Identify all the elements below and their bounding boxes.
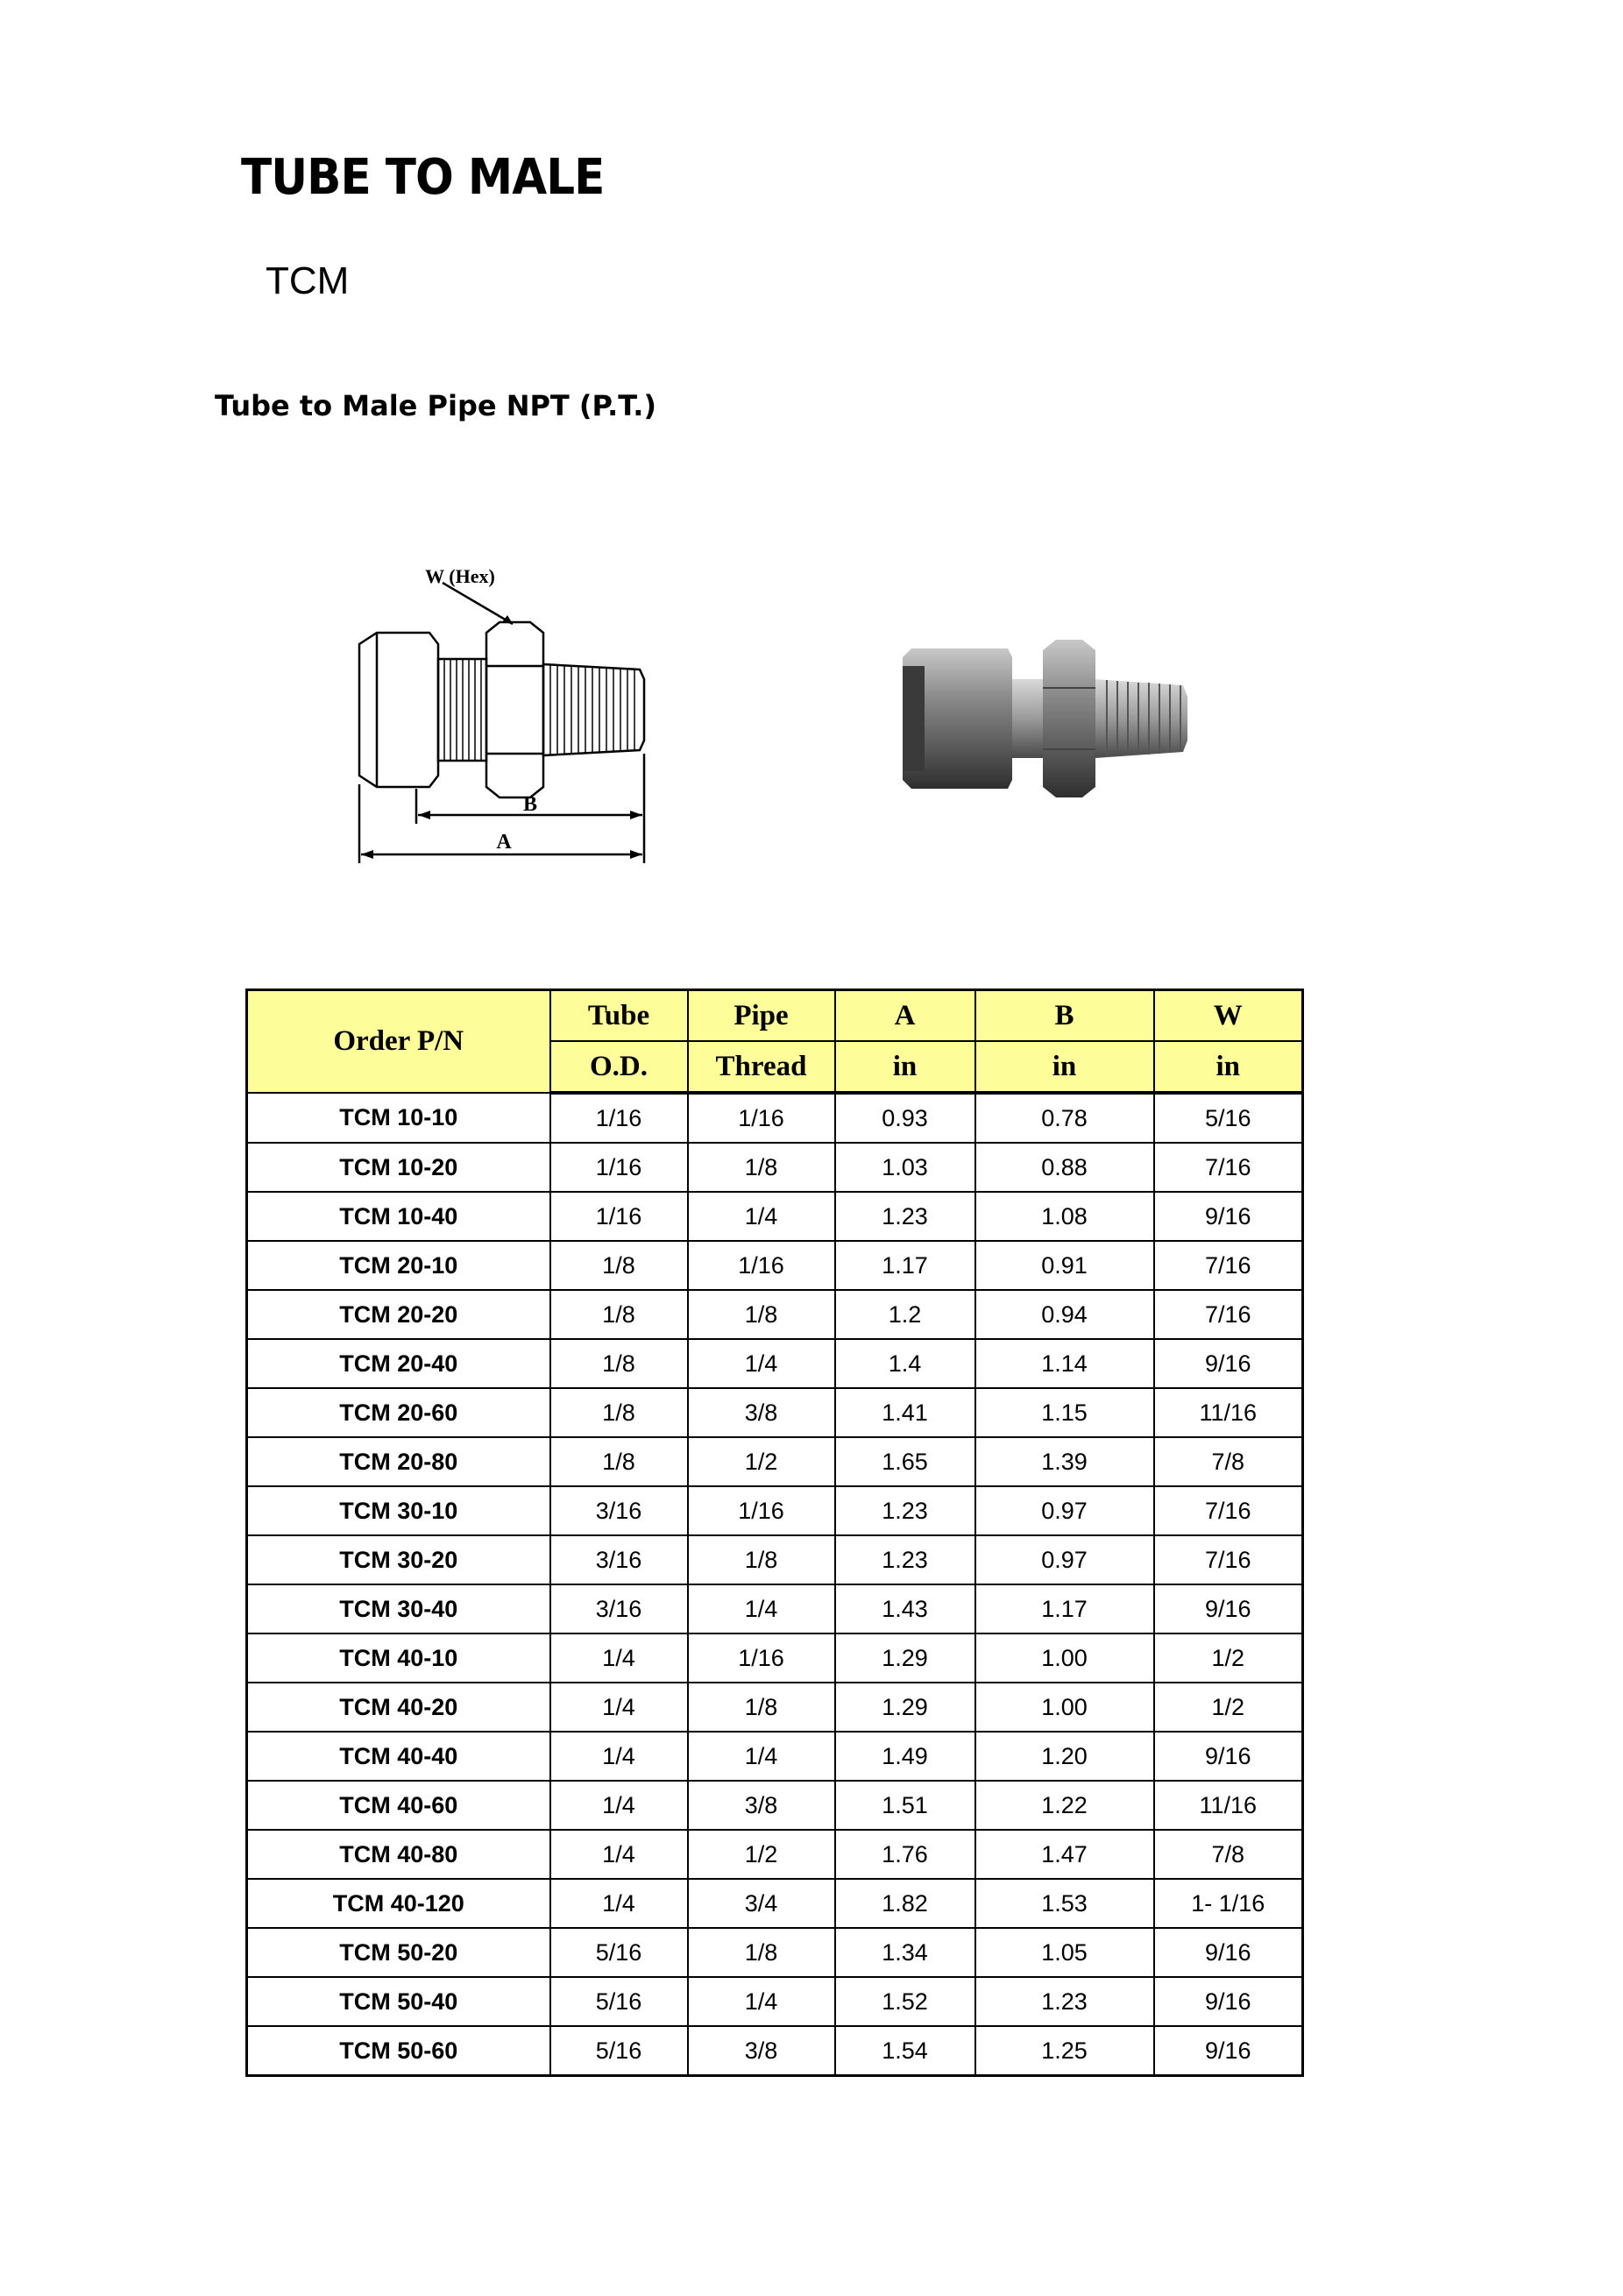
cell-dim-a: 1.49 — [835, 1732, 975, 1781]
cell-order-pn: TCM 50-20 — [247, 1928, 550, 1977]
header-thread: Thread — [688, 1041, 835, 1093]
cell-tube-od: 1/4 — [550, 1633, 688, 1683]
cell-dim-a: 0.93 — [835, 1093, 975, 1143]
fitting-product-photo — [889, 631, 1205, 806]
cell-tube-od: 1/4 — [550, 1781, 688, 1830]
cell-pipe-thread: 1/4 — [688, 1192, 835, 1241]
cell-dim-a: 1.82 — [835, 1879, 975, 1928]
cell-tube-od: 1/8 — [550, 1339, 688, 1388]
cell-pipe-thread: 1/2 — [688, 1437, 835, 1486]
cell-dim-w: 9/16 — [1154, 1928, 1303, 1977]
cell-order-pn: TCM 40-20 — [247, 1683, 550, 1732]
cell-tube-od: 1/4 — [550, 1683, 688, 1732]
cell-dim-b: 1.05 — [975, 1928, 1154, 1977]
header-w: W — [1154, 990, 1303, 1042]
cell-order-pn: TCM 20-10 — [247, 1241, 550, 1290]
cell-tube-od: 1/8 — [550, 1437, 688, 1486]
cell-dim-w: 7/16 — [1154, 1290, 1303, 1339]
header-tube: Tube — [550, 990, 688, 1042]
cell-order-pn: TCM 40-120 — [247, 1879, 550, 1928]
cell-dim-w: 11/16 — [1154, 1388, 1303, 1437]
cell-pipe-thread: 1/2 — [688, 1830, 835, 1879]
cell-dim-w: 7/8 — [1154, 1437, 1303, 1486]
table-row — [247, 1192, 1303, 1241]
cell-pipe-thread: 3/8 — [688, 2026, 835, 2076]
cell-order-pn: TCM 40-80 — [247, 1830, 550, 1879]
cell-pipe-thread: 1/4 — [688, 1584, 835, 1633]
cell-tube-od: 3/16 — [550, 1535, 688, 1584]
cell-order-pn: TCM 30-40 — [247, 1584, 550, 1633]
header-a-unit: in — [835, 1041, 975, 1093]
cell-dim-b: 1.00 — [975, 1633, 1154, 1683]
cell-dim-a: 1.17 — [835, 1241, 975, 1290]
cell-dim-b: 1.20 — [975, 1732, 1154, 1781]
cell-pipe-thread: 3/8 — [688, 1781, 835, 1830]
cell-dim-w: 7/16 — [1154, 1241, 1303, 1290]
hex-label: W (Hex) — [425, 565, 495, 587]
cell-dim-a: 1.03 — [835, 1143, 975, 1192]
cell-dim-w: 9/16 — [1154, 1977, 1303, 2026]
cell-pipe-thread: 1/8 — [688, 1535, 835, 1584]
cell-pipe-thread: 1/16 — [688, 1241, 835, 1290]
header-od: O.D. — [550, 1041, 688, 1093]
cell-pipe-thread: 1/8 — [688, 1143, 835, 1192]
page-title: TUBE TO MALE — [241, 149, 605, 206]
cell-pipe-thread: 1/8 — [688, 1683, 835, 1732]
cell-dim-w: 1/2 — [1154, 1633, 1303, 1683]
table-row — [247, 2026, 1303, 2076]
cell-dim-b: 1.23 — [975, 1977, 1154, 2026]
header-w-unit: in — [1154, 1041, 1303, 1093]
table-row — [247, 1732, 1303, 1781]
cell-dim-a: 1.29 — [835, 1633, 975, 1683]
cell-dim-w: 1- 1/16 — [1154, 1879, 1303, 1928]
table-row — [247, 1830, 1303, 1879]
cell-order-pn: TCM 10-40 — [247, 1192, 550, 1241]
header-pipe: Pipe — [688, 990, 835, 1042]
cell-order-pn: TCM 10-10 — [247, 1093, 550, 1143]
dimension-a-label: A — [496, 831, 512, 854]
cell-dim-w: 9/16 — [1154, 1584, 1303, 1633]
table-row — [247, 1339, 1303, 1388]
product-code: TCM — [266, 259, 350, 302]
cell-tube-od: 1/16 — [550, 1192, 688, 1241]
table-row — [247, 1683, 1303, 1732]
cell-dim-a: 1.4 — [835, 1339, 975, 1388]
table-row — [247, 1928, 1303, 1977]
cell-dim-w: 11/16 — [1154, 1781, 1303, 1830]
cell-pipe-thread: 1/16 — [688, 1486, 835, 1535]
cell-dim-w: 5/16 — [1154, 1093, 1303, 1143]
cell-dim-a: 1.41 — [835, 1388, 975, 1437]
cell-dim-b: 1.17 — [975, 1584, 1154, 1633]
cell-order-pn: TCM 50-60 — [247, 2026, 550, 2076]
cell-dim-b: 0.97 — [975, 1535, 1154, 1584]
cell-dim-w: 1/2 — [1154, 1683, 1303, 1732]
cell-tube-od: 1/16 — [550, 1143, 688, 1192]
cell-dim-b: 1.15 — [975, 1388, 1154, 1437]
cell-dim-w: 7/16 — [1154, 1143, 1303, 1192]
cell-order-pn: TCM 10-20 — [247, 1143, 550, 1192]
cell-dim-b: 1.47 — [975, 1830, 1154, 1879]
table-row — [247, 1977, 1303, 2026]
table-row — [247, 1879, 1303, 1928]
cell-dim-a: 1.43 — [835, 1584, 975, 1633]
cell-dim-a: 1.2 — [835, 1290, 975, 1339]
cell-dim-w: 7/8 — [1154, 1830, 1303, 1879]
cell-dim-b: 0.97 — [975, 1486, 1154, 1535]
table-row — [247, 1143, 1303, 1192]
cell-pipe-thread: 1/4 — [688, 1339, 835, 1388]
cell-dim-a: 1.65 — [835, 1437, 975, 1486]
cell-dim-b: 0.78 — [975, 1093, 1154, 1143]
cell-dim-b: 0.88 — [975, 1143, 1154, 1192]
cell-order-pn: TCM 50-40 — [247, 1977, 550, 2026]
cell-order-pn: TCM 40-10 — [247, 1633, 550, 1683]
cell-tube-od: 5/16 — [550, 1977, 688, 2026]
cell-dim-w: 9/16 — [1154, 1732, 1303, 1781]
table-row — [247, 1388, 1303, 1437]
cell-tube-od: 1/4 — [550, 1830, 688, 1879]
cell-tube-od: 1/8 — [550, 1388, 688, 1437]
cell-pipe-thread: 3/4 — [688, 1879, 835, 1928]
cell-dim-b: 0.94 — [975, 1290, 1154, 1339]
cell-dim-b: 1.22 — [975, 1781, 1154, 1830]
cell-dim-a: 1.23 — [835, 1192, 975, 1241]
cell-tube-od: 1/8 — [550, 1241, 688, 1290]
cell-tube-od: 5/16 — [550, 1928, 688, 1977]
cell-pipe-thread: 1/8 — [688, 1928, 835, 1977]
fitting-dimension-drawing — [346, 561, 662, 876]
cell-dim-a: 1.54 — [835, 2026, 975, 2076]
cell-tube-od: 5/16 — [550, 2026, 688, 2076]
cell-dim-a: 1.76 — [835, 1830, 975, 1879]
cell-order-pn: TCM 20-80 — [247, 1437, 550, 1486]
cell-tube-od: 1/4 — [550, 1732, 688, 1781]
cell-dim-b: 1.25 — [975, 2026, 1154, 2076]
cell-dim-a: 1.51 — [835, 1781, 975, 1830]
cell-pipe-thread: 1/4 — [688, 1977, 835, 2026]
cell-dim-w: 7/16 — [1154, 1486, 1303, 1535]
cell-pipe-thread: 1/16 — [688, 1633, 835, 1683]
cell-dim-a: 1.29 — [835, 1683, 975, 1732]
cell-tube-od: 3/16 — [550, 1486, 688, 1535]
table-row — [247, 1290, 1303, 1339]
cell-pipe-thread: 1/4 — [688, 1732, 835, 1781]
cell-order-pn: TCM 20-60 — [247, 1388, 550, 1437]
cell-order-pn: TCM 20-20 — [247, 1290, 550, 1339]
cell-tube-od: 1/8 — [550, 1290, 688, 1339]
header-order-pn: Order P/N — [247, 990, 550, 1094]
table-row — [247, 1437, 1303, 1486]
cell-tube-od: 1/16 — [550, 1093, 688, 1143]
cell-dim-b: 1.53 — [975, 1879, 1154, 1928]
cell-order-pn: TCM 40-40 — [247, 1732, 550, 1781]
table-row — [247, 1241, 1303, 1290]
cell-dim-b: 1.14 — [975, 1339, 1154, 1388]
cell-pipe-thread: 3/8 — [688, 1388, 835, 1437]
specifications-table — [245, 989, 1304, 2077]
cell-dim-b: 1.00 — [975, 1683, 1154, 1732]
cell-dim-w: 7/16 — [1154, 1535, 1303, 1584]
cell-dim-w: 9/16 — [1154, 2026, 1303, 2076]
cell-dim-a: 1.23 — [835, 1486, 975, 1535]
cell-pipe-thread: 1/16 — [688, 1093, 835, 1143]
cell-dim-a: 1.23 — [835, 1535, 975, 1584]
cell-dim-b: 1.39 — [975, 1437, 1154, 1486]
dimension-b-label: B — [522, 793, 538, 816]
table-row — [247, 1535, 1303, 1584]
table-row — [247, 1584, 1303, 1633]
cell-dim-a: 1.34 — [835, 1928, 975, 1977]
table-row — [247, 1093, 1303, 1143]
cell-tube-od: 1/4 — [550, 1879, 688, 1928]
header-b-unit: in — [975, 1041, 1154, 1093]
table-row — [247, 1486, 1303, 1535]
cell-dim-w: 9/16 — [1154, 1192, 1303, 1241]
cell-tube-od: 3/16 — [550, 1584, 688, 1633]
cell-dim-a: 1.52 — [835, 1977, 975, 2026]
cell-order-pn: TCM 30-10 — [247, 1486, 550, 1535]
table-row — [247, 1781, 1303, 1830]
table-row — [247, 1633, 1303, 1683]
cell-order-pn: TCM 30-20 — [247, 1535, 550, 1584]
section-subtitle: Tube to Male Pipe NPT (P.T.) — [215, 389, 656, 422]
header-a: A — [835, 990, 975, 1042]
cell-pipe-thread: 1/8 — [688, 1290, 835, 1339]
cell-order-pn: TCM 40-60 — [247, 1781, 550, 1830]
cell-dim-b: 1.08 — [975, 1192, 1154, 1241]
cell-dim-b: 0.91 — [975, 1241, 1154, 1290]
header-b: B — [975, 990, 1154, 1042]
cell-order-pn: TCM 20-40 — [247, 1339, 550, 1388]
cell-dim-w: 9/16 — [1154, 1339, 1303, 1388]
